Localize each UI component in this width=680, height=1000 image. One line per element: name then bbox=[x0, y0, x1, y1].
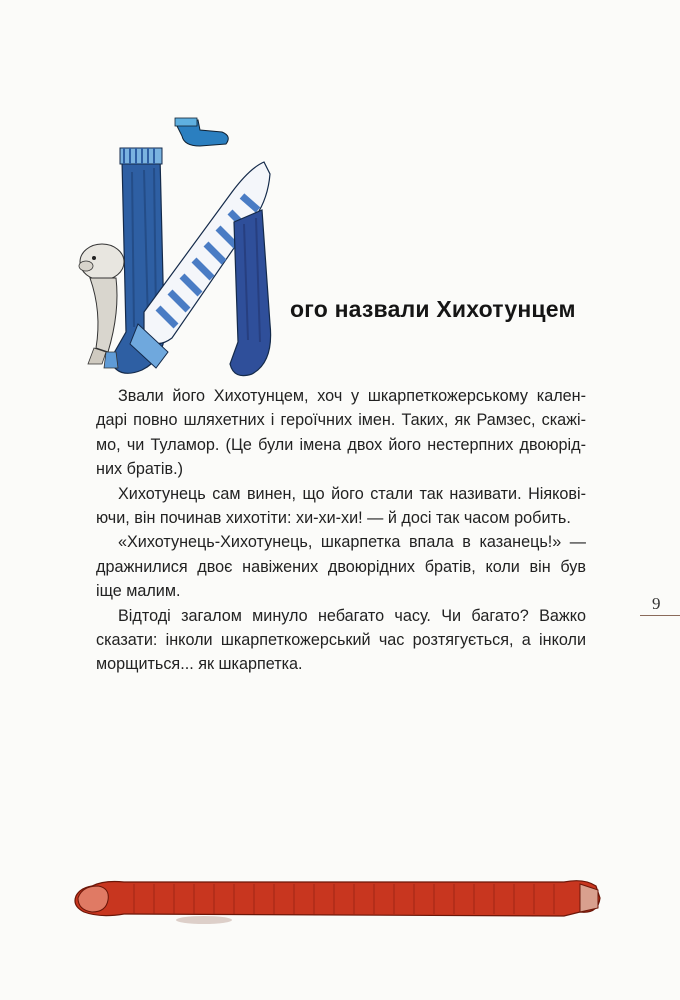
paragraph bbox=[96, 384, 586, 482]
paragraph bbox=[96, 482, 586, 531]
text-line: морщиться... як шкарпетка. bbox=[96, 655, 303, 674]
socks-letter-illustration bbox=[72, 112, 282, 387]
right-sock bbox=[230, 210, 271, 376]
text-line: іще малим. bbox=[96, 582, 181, 601]
paragraph bbox=[96, 604, 586, 677]
text-line: ючи, він починав хихотіти: хи-хи-хи! — й досі так часом робить. bbox=[96, 509, 571, 528]
text-line: сказати: інколи шкарпеткожерський час розтягується, а інколи bbox=[96, 631, 586, 650]
text-line: дражнилися двоє навіжених двоюрідних братів, коли він був bbox=[96, 557, 586, 576]
page-number-rule bbox=[640, 615, 680, 616]
text-line: Відтоді загалом минуло небагато часу. Чи багато? Важко bbox=[118, 606, 586, 625]
red-sock-illustration bbox=[64, 868, 604, 928]
paragraph bbox=[96, 530, 586, 603]
chapter-title: ого назвали Хихотунцем bbox=[290, 296, 576, 322]
text-line: них братів.) bbox=[96, 460, 183, 479]
text-line: дарі повно шляхетних і героїчних імен. Таких, як Рамзес, скажі- bbox=[96, 411, 586, 430]
text-line: мо, чи Туламор. (Це були імена двох його нестерпних двоюрід- bbox=[96, 435, 586, 454]
body-text bbox=[96, 384, 586, 677]
text-line: Хихотунець сам винен, що його стали так називати. Ніякові- bbox=[118, 484, 586, 503]
floating-sock bbox=[175, 118, 228, 146]
page-number: 9 bbox=[652, 594, 661, 613]
text-line: Звали його Хихотунцем, хоч у шкарпеткожерському кален- bbox=[118, 387, 586, 405]
text-line: «Хихотунець-Хихотунець, шкарпетка впала в казанець!» — bbox=[118, 533, 586, 552]
